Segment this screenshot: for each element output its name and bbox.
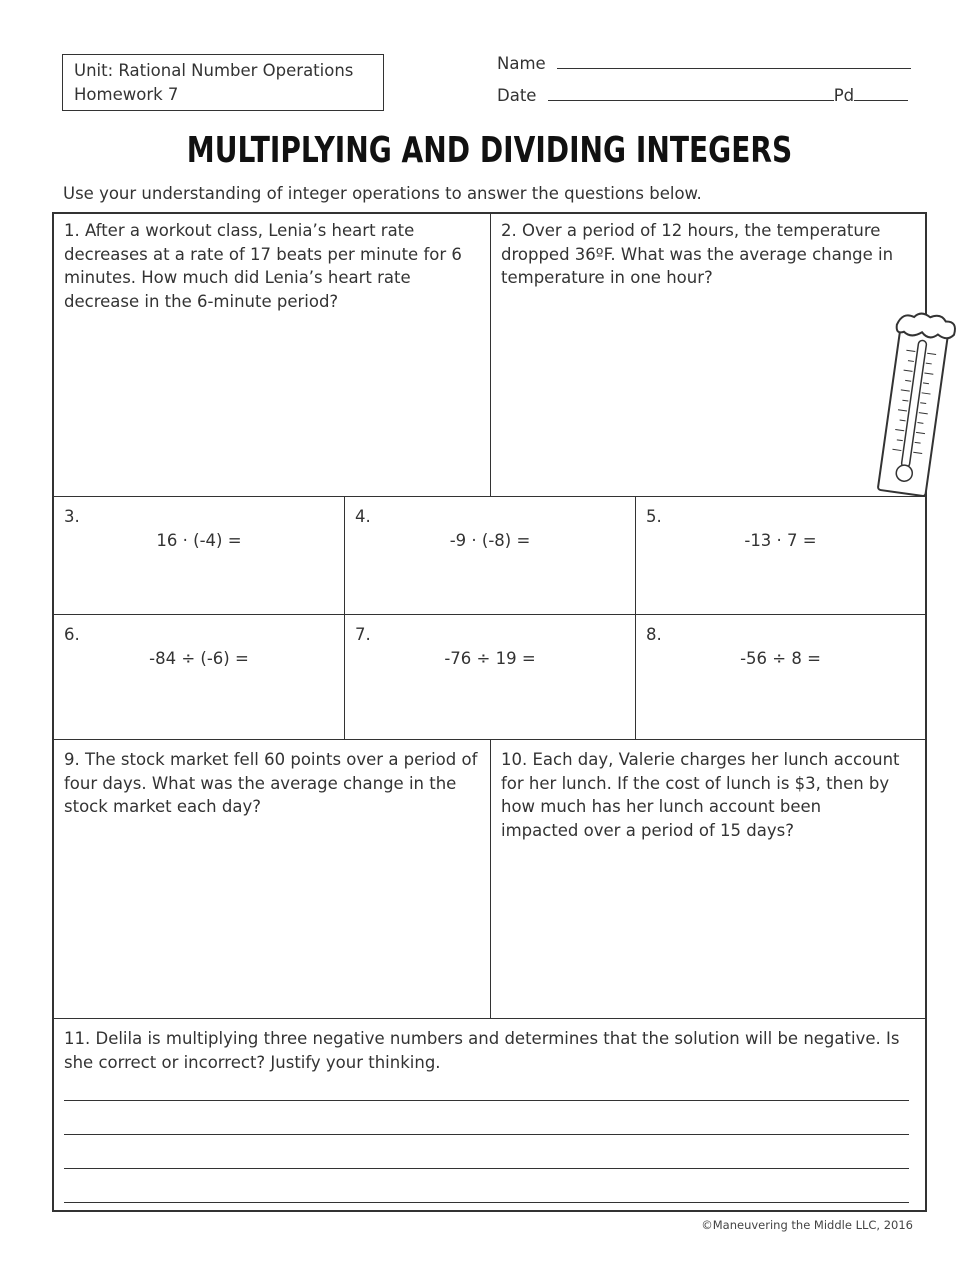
unit-label: Unit: Rational Number Operations: [74, 61, 354, 80]
homework-label: Homework 7: [74, 85, 179, 104]
problem-1[interactable]: [54, 214, 490, 318]
problem-2[interactable]: [491, 214, 911, 295]
date-blank[interactable]: [548, 84, 834, 101]
answer-line[interactable]: [64, 1202, 909, 1203]
problem-10-text: 10. Each day, Valerie charges her lunch account for her lunch. If the cost of lunch is $3, then by how much has her lunch account been impacted over a period of 15 days?: [501, 750, 900, 840]
problem-3[interactable]: [54, 500, 344, 557]
problem-grid: [52, 212, 927, 1212]
problem-9-text: 9. The stock market fell 60 points over a period of four days. What was the average change in the stock market each day?: [64, 750, 478, 816]
problem-6[interactable]: [54, 618, 344, 675]
problem-7[interactable]: [345, 618, 635, 675]
problem-4-expression: -9 · (-8) =: [449, 530, 531, 550]
problem-3-expression: 16 · (-4) =: [156, 530, 242, 550]
pd-label: Pd: [833, 86, 855, 105]
name-blank[interactable]: [557, 52, 911, 69]
problem-7-number: 7.: [355, 625, 371, 644]
copyright-footer: ©Maneuvering the Middle LLC, 2016: [701, 1218, 913, 1232]
problem-6-number: 6.: [64, 625, 80, 644]
problem-9[interactable]: [54, 743, 490, 824]
unit-box: [62, 54, 384, 111]
problem-7-expression: -76 ÷ 19 =: [444, 648, 536, 668]
problem-5-number: 5.: [646, 507, 662, 526]
problem-8-expression: -56 ÷ 8 =: [740, 648, 821, 668]
problem-11[interactable]: [54, 1022, 925, 1079]
problem-4-number: 4.: [355, 507, 371, 526]
problem-5[interactable]: [636, 500, 925, 557]
problem-3-number: 3.: [64, 507, 80, 526]
divider: [54, 614, 925, 615]
pd-blank[interactable]: [854, 84, 908, 101]
date-label: Date: [497, 86, 537, 105]
problem-1-text: 1. After a workout class, Lenia’s heart rate decreases at a rate of 17 beats per minute for 6 minutes. How much did Lenia’s heart rate decrease in the 6-minute period?: [64, 221, 462, 311]
problem-10[interactable]: [491, 743, 911, 847]
name-field[interactable]: [497, 52, 911, 73]
problem-5-expression: -13 · 7 =: [744, 530, 817, 550]
page-title: MULTIPLYING AND DIVIDING INTEGERS: [186, 130, 793, 171]
date-field[interactable]: [497, 84, 908, 105]
divider: [54, 496, 925, 497]
answer-line[interactable]: [64, 1134, 909, 1135]
problem-11-text: 11. Delila is multiplying three negative numbers and determines that the solution will be negative. Is she correct or incorrect? Justify your thinking.: [64, 1029, 900, 1072]
answer-line[interactable]: [64, 1168, 909, 1169]
divider: [54, 1018, 925, 1019]
problem-6-expression: -84 ÷ (-6) =: [149, 648, 249, 668]
problem-4[interactable]: [345, 500, 635, 557]
answer-line[interactable]: [64, 1100, 909, 1101]
thermometer-icon: [872, 308, 958, 500]
name-label: Name: [497, 54, 546, 73]
problem-8[interactable]: [636, 618, 925, 675]
problem-8-number: 8.: [646, 625, 662, 644]
problem-2-text: 2. Over a period of 12 hours, the temperature dropped 36ºF. What was the average change in temperature in one hour?: [501, 221, 894, 287]
instructions: Use your understanding of integer operations to answer the questions below.: [63, 184, 702, 203]
